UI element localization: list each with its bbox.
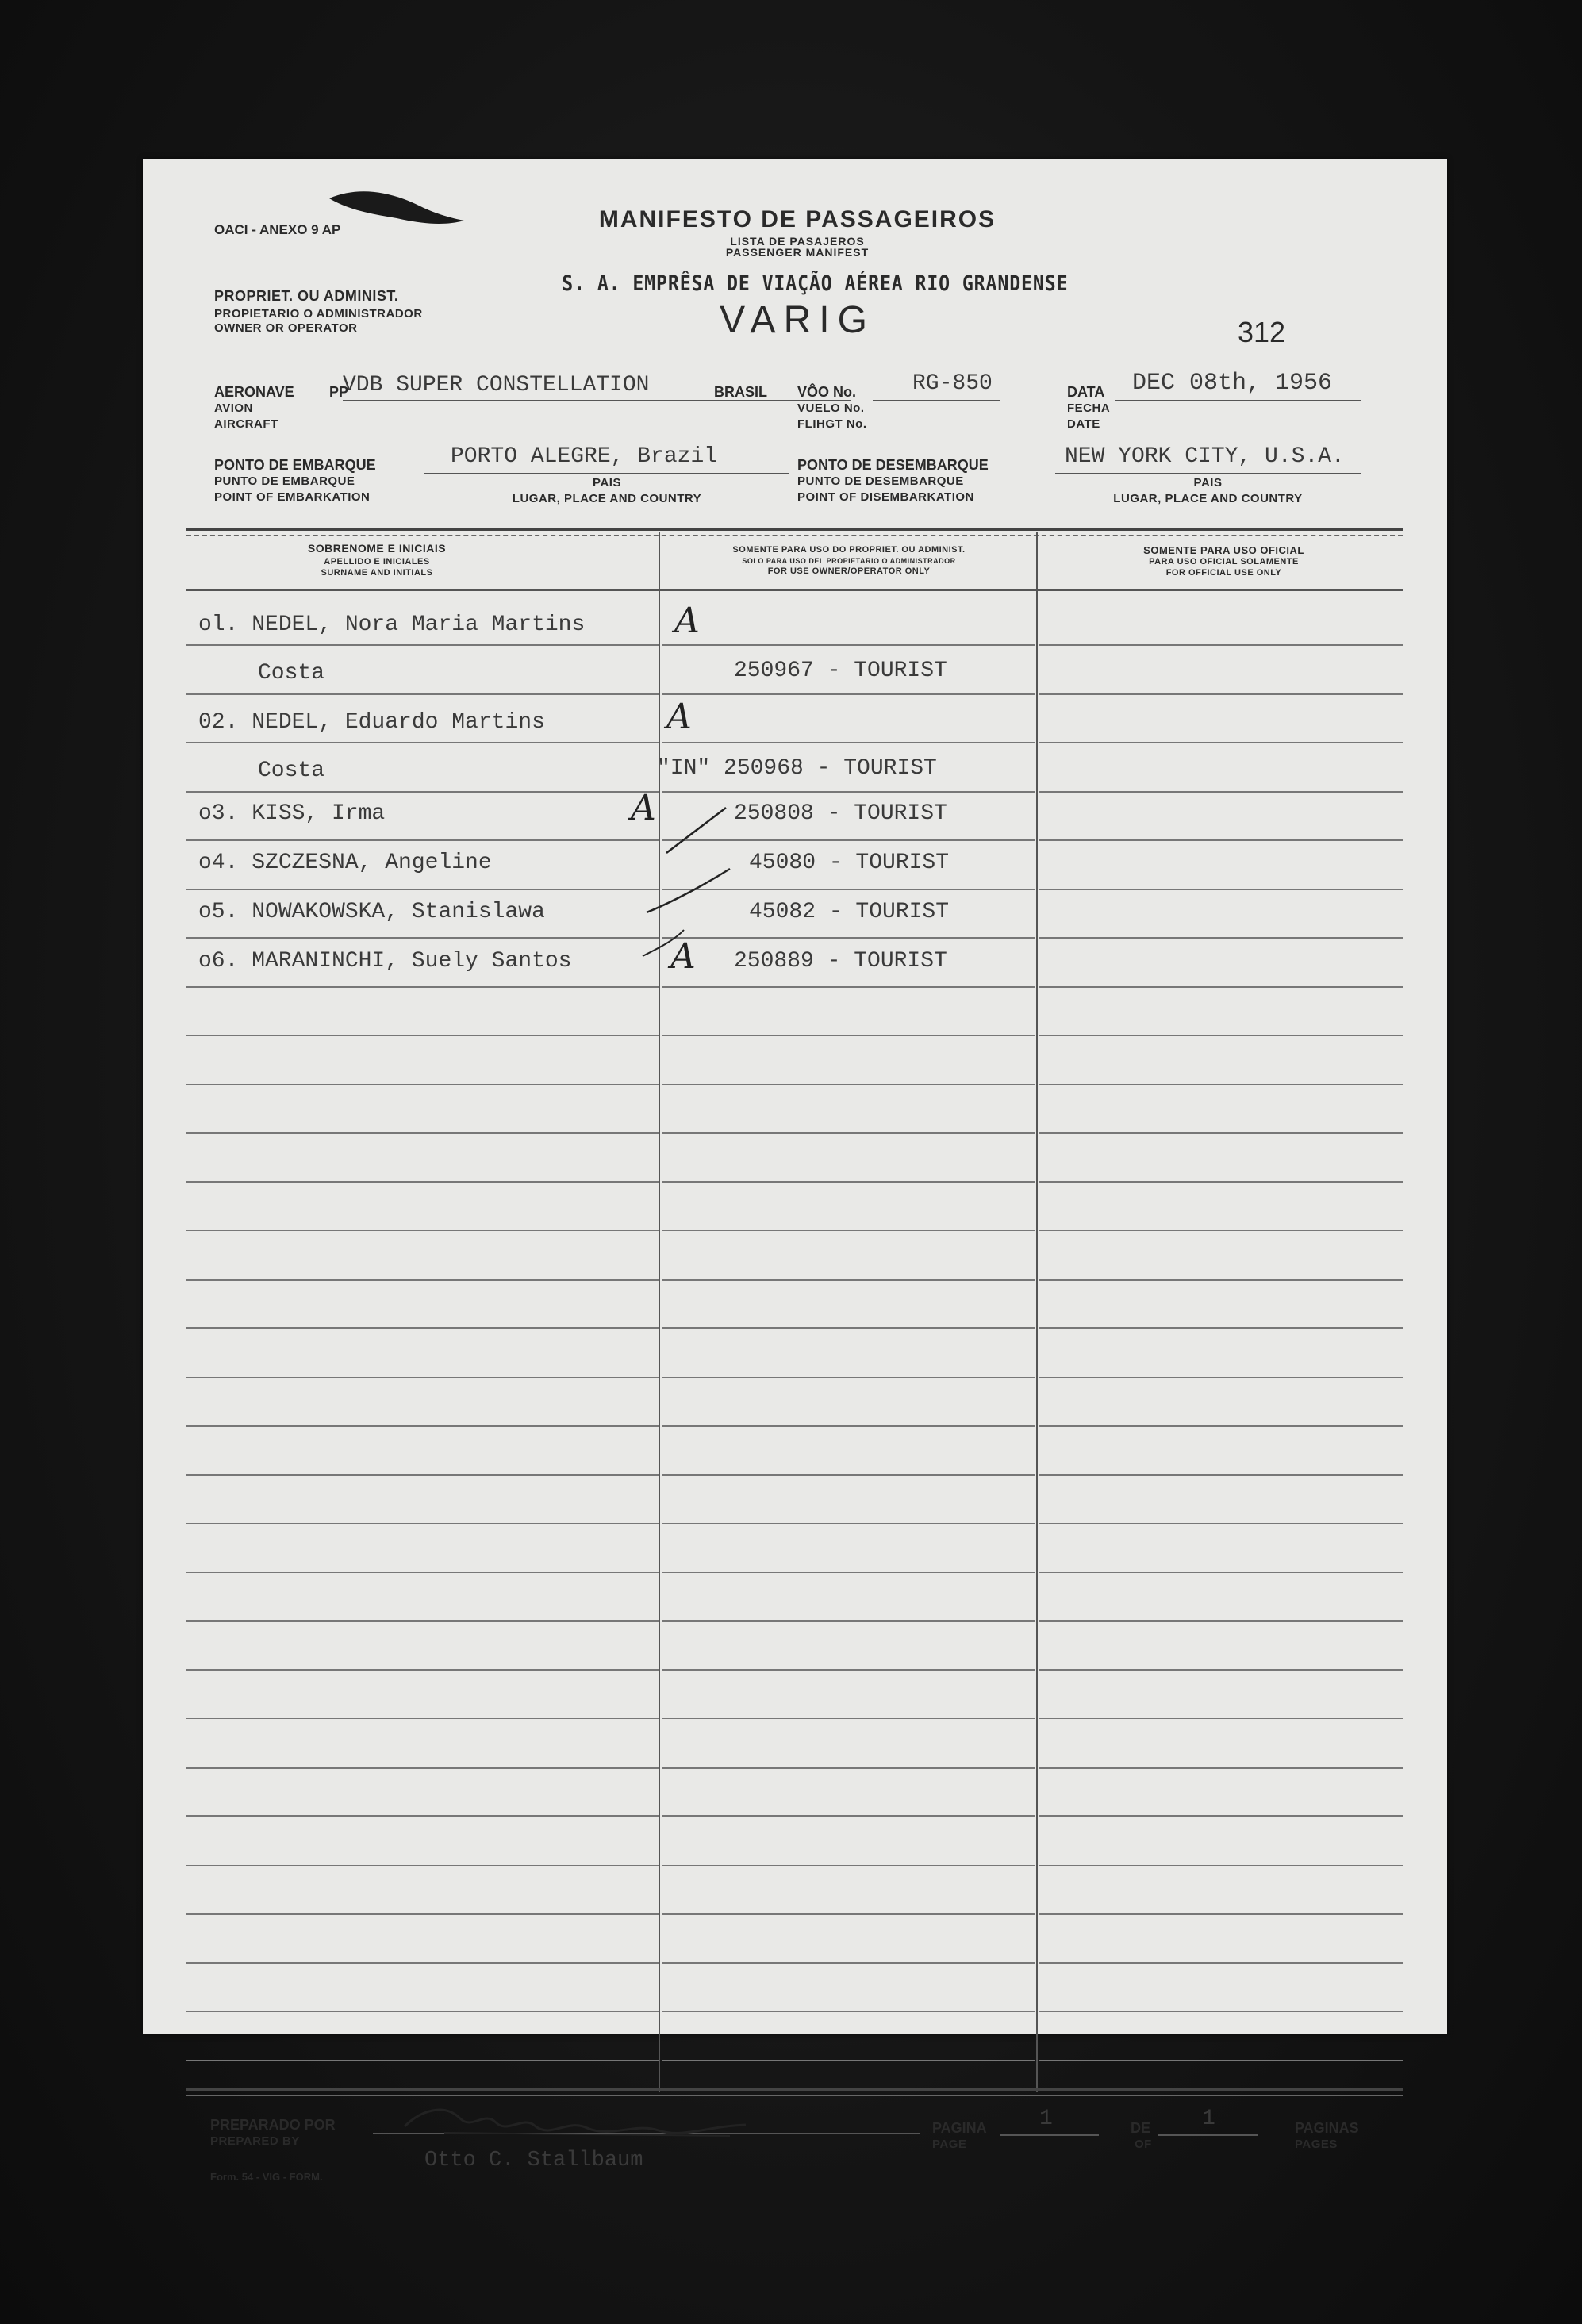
manifest-sheet: [143, 159, 1447, 2183]
ruled-line: [186, 1718, 659, 1719]
col2-header-en: FOR USE OWNER/OPERATOR ONLY: [767, 567, 931, 576]
ruled-line: [662, 1181, 1035, 1183]
ruled-line: [186, 1865, 659, 1866]
col3-header-es: PARA USO OFICIAL SOLAMENTE: [1149, 557, 1299, 567]
passenger-name: Costa: [258, 759, 325, 783]
ruled-line: [1039, 839, 1403, 841]
passenger-name: 02. NEDEL, Eduardo Martins: [198, 710, 545, 735]
ruled-line: [186, 1035, 659, 1036]
col3-header-en: FOR OFFICIAL USE ONLY: [1165, 568, 1282, 578]
of-value: 1: [1202, 2107, 1215, 2131]
ruled-line: [1039, 1377, 1403, 1378]
disembark-label-es: PUNTO DE DESEMBARQUE: [797, 474, 964, 488]
ruled-line: [662, 1523, 1035, 1524]
ruled-line: [662, 1279, 1035, 1281]
disembark-sub-place: LUGAR, PLACE AND COUNTRY: [1113, 492, 1303, 505]
ruled-line: [662, 1620, 1035, 1622]
date-value: DEC 08th, 1956: [1132, 370, 1333, 397]
of-label-en: OF: [1135, 2138, 1152, 2151]
flight-label-es: VUELO No.: [797, 401, 865, 415]
pages-label-pt: PAGINAS: [1295, 2120, 1359, 2136]
passenger-name: Costa: [258, 661, 325, 686]
ruled-line: [1039, 1865, 1403, 1866]
ruled-line: [662, 1767, 1035, 1769]
ruled-line: [1039, 986, 1403, 988]
ruled-line: [662, 1718, 1035, 1719]
ruled-line: [662, 1230, 1035, 1231]
manifest-subtitle-en: PASSENGER MANIFEST: [725, 246, 870, 259]
operator-name: S. A. EMPRÊSA DE VIAÇÃO AÉREA RIO GRANDENSE: [562, 271, 1069, 296]
col1-header-pt: SOBRENOME E INICIAIS: [307, 542, 447, 555]
embark-label-es: PUNTO DE EMBARQUE: [214, 474, 355, 488]
handwritten-mark: A: [666, 697, 692, 737]
ruled-line: [186, 1327, 659, 1329]
ruled-line: [186, 986, 659, 988]
ruled-line: [1039, 1035, 1403, 1036]
ruled-line: [186, 889, 659, 890]
page-label-pt: PAGINA: [932, 2120, 987, 2136]
of-label-pt: DE: [1131, 2120, 1151, 2136]
col1-header-en: SURNAME AND INITIALS: [321, 568, 433, 578]
ruled-line: [186, 1913, 659, 1915]
handwritten-mark: A: [631, 788, 656, 828]
ruled-line: [1039, 1815, 1403, 1817]
ticket-info: 45080 - TOURIST: [749, 851, 950, 875]
ruled-line: [1039, 1523, 1403, 1524]
ruled-line: [662, 2011, 1035, 2012]
ruled-line: [1039, 889, 1403, 890]
ruled-line: [662, 1572, 1035, 1573]
page-number: 312: [1238, 316, 1286, 348]
ticket-info: 250967 - TOURIST: [734, 659, 947, 683]
ticket-info: 250808 - TOURIST: [734, 801, 947, 826]
ruled-line: [186, 839, 659, 841]
ruled-line: [662, 1377, 1035, 1378]
aircraft-value: VDB SUPER CONSTELLATION: [343, 373, 650, 398]
operator-label-es: PROPIETARIO O ADMINISTRADOR: [214, 307, 423, 321]
ruled-line: [662, 1815, 1035, 1817]
ruled-line: [186, 1767, 659, 1769]
ruled-line: [1039, 1572, 1403, 1573]
col1-header-es: APELLIDO E INICIALES: [324, 557, 430, 567]
date-label-pt: DATA: [1067, 384, 1105, 400]
ruled-line: [1039, 1425, 1403, 1427]
column-divider-2: [1036, 532, 1038, 2092]
ruled-line: [1039, 1279, 1403, 1281]
ruled-line: [186, 1230, 659, 1231]
ruled-line: [186, 644, 659, 646]
ruled-line: [1039, 1132, 1403, 1134]
ruled-line: [662, 1425, 1035, 1427]
ruled-line: [186, 791, 659, 793]
passenger-name: o5. NOWAKOWSKA, Stanislawa: [198, 900, 545, 924]
ruled-line: [662, 693, 1035, 695]
ruled-line: [1039, 1620, 1403, 1622]
ruled-line: [186, 2011, 659, 2012]
col3-header-pt: SOMENTE PARA USO OFICIAL: [1143, 544, 1304, 556]
aircraft-label-es: AVION: [214, 401, 253, 415]
page-label-en: PAGE: [932, 2138, 967, 2151]
ruled-line: [186, 1181, 659, 1183]
ruled-line: [1039, 1718, 1403, 1719]
aircraft-label-pt: AERONAVE: [214, 384, 294, 400]
embark-value: PORTO ALEGRE, Brazil: [451, 444, 718, 469]
ruled-line: [1039, 1962, 1403, 1964]
aircraft-label-en: AIRCRAFT: [214, 417, 278, 431]
ruled-line: [186, 1523, 659, 1524]
ruled-line: [186, 693, 659, 695]
ticket-info: 45082 - TOURIST: [749, 900, 950, 924]
ruled-line: [662, 1327, 1035, 1329]
operator-label-pt: PROPRIET. OU ADMINIST.: [214, 288, 399, 304]
passenger-name: o3. KISS, Irma: [198, 801, 386, 826]
checkmark-strokes: [635, 793, 738, 960]
date-label-en: DATE: [1067, 417, 1100, 431]
prepared-label-pt: PREPARADO POR: [210, 2117, 336, 2133]
ruled-line: [1039, 693, 1403, 695]
ruled-line: [186, 1132, 659, 1134]
embark-sub-country: PAIS: [593, 476, 621, 490]
ruled-line: [662, 1474, 1035, 1476]
ruled-line: [186, 1377, 659, 1378]
ruled-line: [662, 791, 1035, 793]
ruled-line: [1039, 1767, 1403, 1769]
ruled-line: [186, 2060, 659, 2061]
annex-reference: OACI - ANEXO 9 AP: [214, 222, 341, 237]
embark-label-pt: PONTO DE EMBARQUE: [214, 457, 376, 473]
disembark-label-pt: PONTO DE DESEMBARQUE: [797, 457, 989, 473]
ruled-line: [1039, 2011, 1403, 2012]
passenger-name: o6. MARANINCHI, Suely Santos: [198, 949, 572, 974]
flight-label-pt: VÔO No.: [797, 384, 857, 400]
ruled-line: [186, 1962, 659, 1964]
ruled-line: [186, 1815, 659, 1817]
manifest-title: MANIFESTO DE PASSAGEIROS: [598, 206, 996, 232]
disembark-label-en: POINT OF DISEMBARKATION: [797, 490, 974, 504]
ruled-line: [1039, 1327, 1403, 1329]
ruled-line: [1039, 937, 1403, 939]
manifest-subtitle-es: LISTA DE PASAJEROS: [730, 235, 865, 248]
ruled-line: [662, 1084, 1035, 1085]
ticket-info: "IN" 250968 - TOURIST: [657, 756, 937, 781]
ruled-line: [1039, 742, 1403, 743]
date-label-es: FECHA: [1067, 401, 1111, 415]
ruled-line: [662, 1669, 1035, 1671]
disembark-sub-country: PAIS: [1193, 476, 1223, 490]
disembark-value: NEW YORK CITY, U.S.A.: [1065, 444, 1345, 469]
ruled-line: [662, 986, 1035, 988]
ink-smudge: [325, 182, 468, 230]
ruled-line: [662, 644, 1035, 646]
col2-header-pt: SOMENTE PARA USO DO PROPRIET. OU ADMINIST.: [732, 545, 966, 555]
handwritten-mark: A: [674, 601, 700, 641]
ruled-line: [662, 2060, 1035, 2061]
ruled-line: [1039, 644, 1403, 646]
page-value: 1: [1039, 2107, 1053, 2131]
aircraft-prefix: PP: [329, 384, 349, 400]
prepared-label-en: PREPARED BY: [210, 2134, 300, 2148]
ruled-line: [662, 1962, 1035, 1964]
ruled-line: [662, 1913, 1035, 1915]
ruled-line: [1039, 2060, 1403, 2061]
ruled-line: [1039, 1913, 1403, 1915]
ruled-line: [186, 1572, 659, 1573]
pages-label-en: PAGES: [1295, 2138, 1338, 2151]
ruled-line: [1039, 1669, 1403, 1671]
embark-sub-place: LUGAR, PLACE AND COUNTRY: [512, 492, 702, 505]
ruled-line: [186, 1084, 659, 1085]
ruled-line: [1039, 791, 1403, 793]
ruled-line: [186, 1425, 659, 1427]
ticket-info: 250889 - TOURIST: [734, 949, 947, 974]
passenger-name: o4. SZCZESNA, Angeline: [198, 851, 492, 875]
aircraft-suffix: BRASIL: [714, 384, 767, 400]
operator-brand: VARIG: [720, 299, 875, 341]
ruled-line: [662, 1865, 1035, 1866]
embark-label-en: POINT OF EMBARKATION: [214, 490, 371, 504]
ruled-line: [1039, 1230, 1403, 1231]
ruled-line: [186, 1279, 659, 1281]
ruled-line: [186, 742, 659, 743]
ruled-line: [662, 1035, 1035, 1036]
ruled-line: [1039, 1474, 1403, 1476]
ruled-line: [186, 937, 659, 939]
form-code: Form. 54 - VIG - FORM.: [210, 2171, 323, 2183]
col2-header-es: SOLO PARA USO DEL PROPIETARIO O ADMINISTRADOR: [742, 557, 956, 565]
ruled-line: [186, 1620, 659, 1622]
handwritten-mark: A: [670, 936, 696, 977]
flight-value: RG-850: [912, 371, 993, 396]
ruled-line: [186, 1474, 659, 1476]
flight-label-en: FLIHGT No.: [797, 417, 867, 431]
operator-label-en: OWNER OR OPERATOR: [214, 321, 358, 335]
ruled-line: [662, 1132, 1035, 1134]
passenger-name: ol. NEDEL, Nora Maria Martins: [198, 613, 586, 637]
ruled-line: [186, 1669, 659, 1671]
ruled-line: [1039, 1084, 1403, 1085]
signature: [397, 2095, 754, 2150]
ruled-line: [662, 742, 1035, 743]
prepared-name: Otto C. Stallbaum: [424, 2149, 643, 2172]
ruled-line: [1039, 1181, 1403, 1183]
